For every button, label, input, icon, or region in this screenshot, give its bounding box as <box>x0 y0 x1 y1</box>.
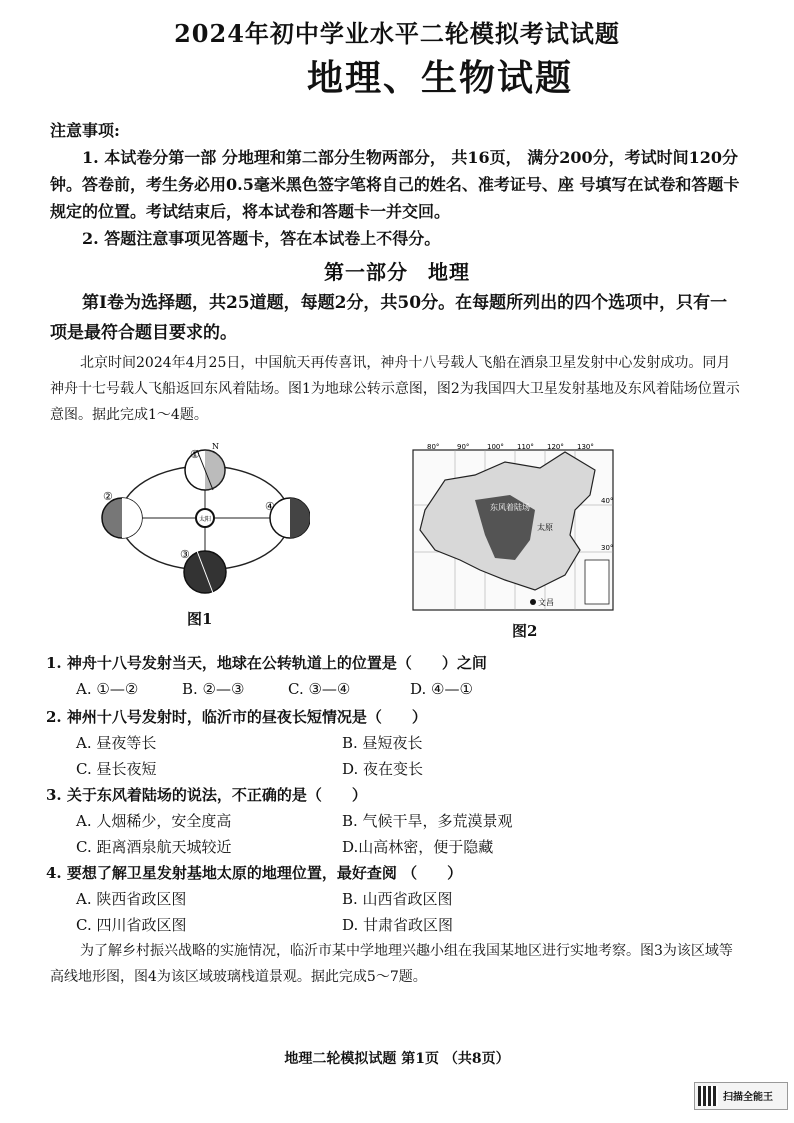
section-intro: 第Ⅰ卷为选择题，共25道题，每题2分，共50分。在每题所列出的四个选项中，只有一项是最符合题目要求的。 <box>50 293 728 343</box>
lon-label-110: 110° <box>517 443 534 451</box>
q3-option-d: D.山高林密，便于隐藏 <box>342 838 494 856</box>
q2-option-c: C. 昼长夜短 <box>76 760 157 778</box>
place-dongfeng: 东风着陆场 <box>490 503 530 512</box>
pos-2-label: ② <box>103 490 113 503</box>
q4-option-a: A. 陕西省政区图 <box>76 890 187 908</box>
place-taiyuan: 太原 <box>537 523 553 532</box>
figure-1-revolution-diagram <box>100 440 310 610</box>
figure-2-caption: 图2 <box>512 622 538 640</box>
wenchang-dot <box>530 599 536 605</box>
notice-body <box>50 144 740 252</box>
q1-option-d: D. ④—① <box>410 680 473 698</box>
q1-option-a: A. ①—② <box>76 680 139 698</box>
lon-label-120: 120° <box>547 443 564 451</box>
scanner-watermark <box>694 1082 788 1110</box>
section-name: 地理 <box>427 260 470 284</box>
exam-title: 2024年初中学业水平二轮模拟考试试题 <box>174 19 620 48</box>
q1-option-b: B. ②—③ <box>182 680 245 698</box>
sun-label: 太阳 <box>198 516 212 523</box>
q2-option-d: D. 夜在变长 <box>342 760 424 778</box>
q2-option-b: B. 昼短夜长 <box>342 734 423 752</box>
watermark-label: 扫描全能王 <box>723 1092 773 1103</box>
q4-option-d: D. 甘肃省政区图 <box>342 916 454 934</box>
lon-label-80: 80° <box>427 443 440 451</box>
section-part: 第一部分 <box>324 260 409 284</box>
notice-item-2: 2. 答题注意事项见答题卡，答在本试卷上不得分。 <box>82 229 441 248</box>
q3-option-a: A. 人烟稀少，安全度高 <box>76 812 232 830</box>
lon-label-100: 100° <box>487 443 504 451</box>
lat-label-40: 40° <box>601 497 614 505</box>
pos-3-label: ③ <box>180 548 190 561</box>
q4-option-b: B. 山西省政区图 <box>342 890 453 908</box>
question-1-stem: 1. 神舟十八号发射当天，地球在公转轨道上的位置是（ ）之间 <box>46 654 487 672</box>
pos-1-label: ① <box>190 448 200 461</box>
section-heading <box>0 256 794 285</box>
figure-1-caption: 图1 <box>187 610 213 628</box>
passage-2: 为了解乡村振兴战略的实施情况，临沂市某中学地理兴趣小组在我国某地区进行实地考察。图3为该区域等高线地形图，图4为该区域玻璃栈道景观。据此完成5～7题。 <box>50 943 733 985</box>
exam-subtitle: 地理、生物试题 <box>306 57 573 99</box>
lon-label-90: 90° <box>457 443 470 451</box>
question-4-stem: 4. 要想了解卫星发射基地太原的地理位置，最好查阅 （ ） <box>46 864 463 882</box>
notice-heading: 注意事项: <box>50 121 120 140</box>
q4-option-c: C. 四川省政区图 <box>76 916 187 934</box>
qr-code-icon <box>698 1086 718 1106</box>
north-label: N <box>212 442 219 451</box>
question-2-stem: 2. 神州十八号发射时，临沂市的昼夜长短情况是（ ） <box>46 708 427 726</box>
place-wenchang: 文昌 <box>538 598 554 607</box>
q1-option-c: C. ③—④ <box>288 680 351 698</box>
lat-label-30: 30° <box>601 544 614 552</box>
passage-1: 北京时间2024年4月25日，中国航天再传喜讯，神舟十八号载人飞船在酒泉卫星发射中心发射成功。同月神舟十七号载人飞船返回东风着陆场。图1为地球公转示意图，图2为我国四大卫星发射基地及东风着陆场位置示意图。据此完成1～4题。 <box>50 355 740 423</box>
question-3-stem: 3. 关于东风着陆场的说法，不正确的是（ ） <box>46 786 367 804</box>
notice-item-1: 1. 本试卷分第一部 分地理和第二部分生物两部分， 共16页， 满分200分，考试时间120分钟。答卷前，考生务必用0.5毫米黑色签字笔将自己的姓名、准考证号、座 号填写在试卷和答题卡规定的位置。考试结束后，将本试卷和答题卡一并交回。 <box>50 148 740 221</box>
page-footer: 地理二轮模拟试题 第1页 （共8页） <box>284 1051 510 1067</box>
lon-label-130: 130° <box>577 443 594 451</box>
pos-4-label: ④ <box>265 500 275 513</box>
q3-option-c: C. 距离酒泉航天城较近 <box>76 838 232 856</box>
q3-option-b: B. 气候干旱，多荒漠景观 <box>342 812 513 830</box>
south-sea-inset <box>585 560 609 604</box>
figure-2-china-map <box>405 440 620 620</box>
q2-option-a: A. 昼夜等长 <box>76 734 157 752</box>
